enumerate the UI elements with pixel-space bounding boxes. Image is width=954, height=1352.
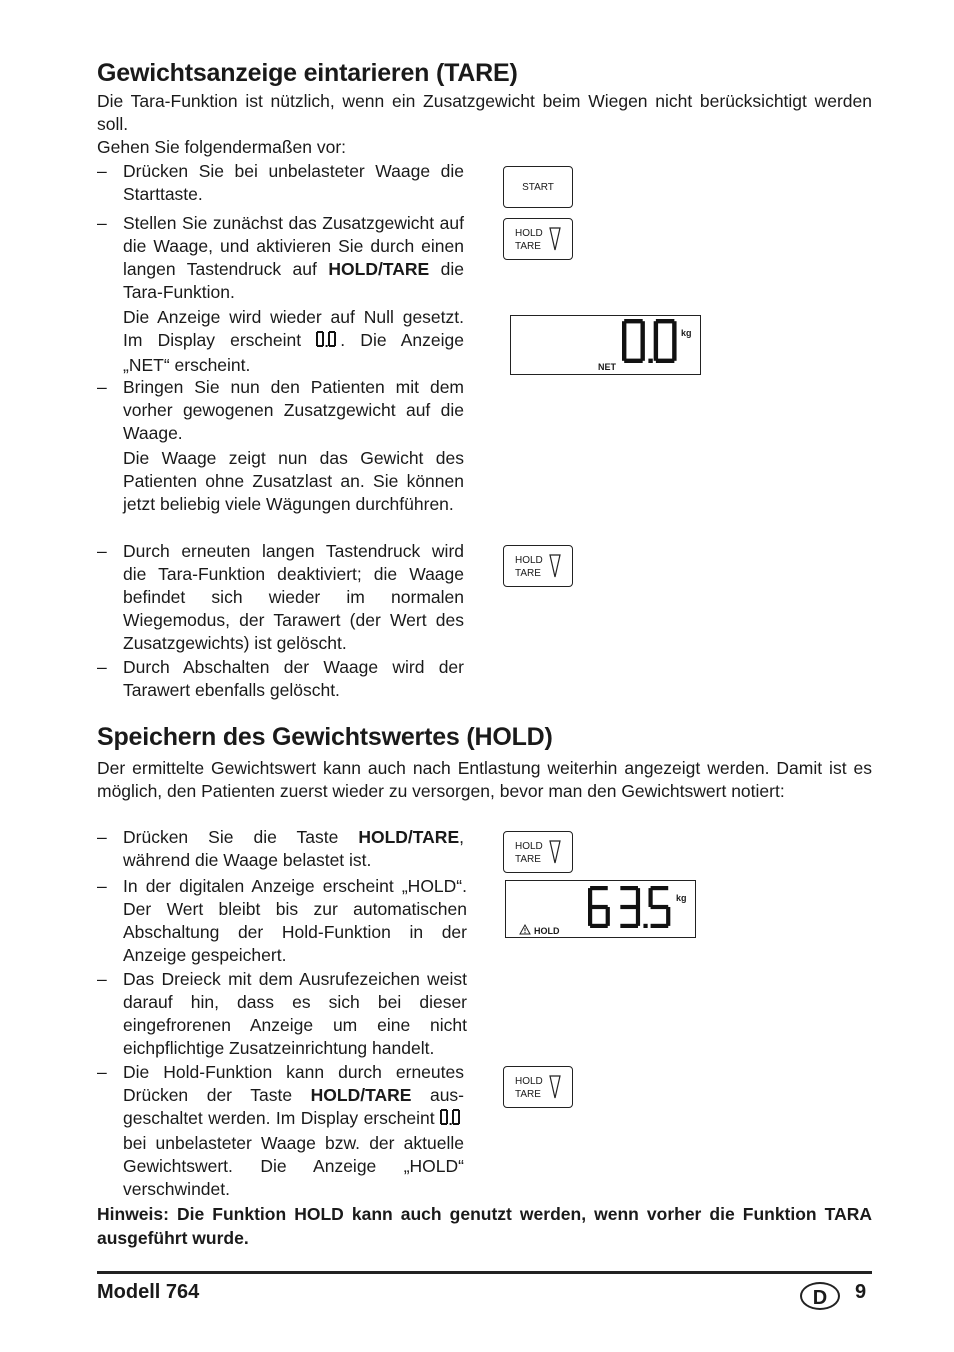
digit-segment (620, 905, 638, 909)
digit-segment (651, 886, 669, 890)
hold-intro: Der ermittelte Gewichtswert kann auch nach Entlastung weiterhin angezeigt werden. Damit ist es möglich, den Patienten zuerst wieder zu versorgen, bevor man den Gewichtswert notiert: (97, 758, 872, 801)
footer-rule (97, 1271, 872, 1274)
digit-segment (654, 321, 658, 341)
list-dash: – (97, 377, 107, 397)
label-line: TARE (515, 568, 541, 579)
digit-segment (624, 359, 642, 363)
label-line: HOLD (515, 841, 543, 852)
list-dash: – (97, 213, 107, 233)
triangle-down-icon (549, 1075, 561, 1099)
tare-step-1-text: Drücken Sie bei unbelasteter Waage die Starttaste. (123, 161, 464, 204)
digit-segment (328, 339, 330, 346)
digit-segment (622, 321, 626, 341)
digit-segment (452, 1110, 454, 1117)
label-line: HOLD (515, 555, 543, 566)
tare-step-1 (97, 160, 464, 206)
hold-step-2-text: In der digitalen Anzeige erscheint „HOLD“. Der Wert bleibt bis zur automatischen Abschaltung der Hold-Funktion in der Anzeige gespeichert. (123, 876, 467, 965)
label-line: HOLD (515, 228, 543, 239)
hold-step-1 (97, 826, 464, 872)
tare-step-2 (97, 212, 464, 377)
decimal-point (326, 345, 328, 347)
digit-segment (446, 1117, 448, 1124)
digit-segment (624, 319, 642, 323)
tare-step-2-text (123, 212, 464, 304)
list-dash: – (97, 969, 107, 989)
digit-segment (656, 319, 674, 323)
text: die Tara-Funktion. (123, 259, 464, 302)
hold-tare-button[interactable] (503, 545, 573, 587)
page-number: 9 (855, 1281, 867, 1303)
display-hold (505, 880, 696, 938)
hold-tare-label (515, 840, 543, 866)
tare-step-4 (97, 540, 464, 655)
digit-segment (458, 1117, 460, 1124)
tare-lead: Gehen Sie folgendermaßen vor: (97, 137, 347, 157)
footer-model: Modell 764 (97, 1281, 200, 1303)
digit-segment (656, 359, 674, 363)
list-dash: – (97, 541, 107, 561)
digit-segment (328, 332, 330, 339)
digit-segment (588, 907, 592, 926)
key-name: HOLD/TARE (328, 259, 430, 279)
text: , während die Waage belastet ist. (123, 827, 464, 870)
digit-segment (458, 1110, 460, 1117)
hold-tare-button[interactable] (503, 831, 573, 873)
hold-step-3 (97, 968, 467, 1060)
text: Drücken Sie die Taste (123, 827, 359, 847)
digit-segment (334, 339, 336, 346)
digit-segment (622, 341, 626, 361)
text: . Die Anzeige „NET“ erscheint. (123, 330, 464, 375)
hold-step-3-text: Das Dreieck mit dem Ausrufezeichen weist darauf hin, dass es sich bei dieser eingefrorenen Anzeige um eine nicht eichpflichtige Zusatzeinrichtung handelt. (123, 969, 467, 1058)
digit-segment (654, 341, 658, 361)
hold-indicator: HOLD (534, 926, 560, 936)
triangle-down-icon (549, 227, 561, 251)
digit-segment (590, 905, 608, 909)
digit-segment (651, 924, 669, 928)
hold-step-2 (97, 875, 467, 967)
digit-segment (440, 1110, 442, 1117)
text: Die Hold-Funktion kann durch erneutes Drücken der Taste (123, 1062, 464, 1105)
hold-tare-label (515, 227, 543, 253)
hold-heading: Speichern des Gewichtswertes (HOLD) (97, 723, 553, 751)
decimal-point (648, 359, 652, 363)
digit-segment (446, 1110, 448, 1117)
hold-tare-button[interactable] (503, 1066, 573, 1108)
list-dash: – (97, 876, 107, 896)
hold-step-4-text (123, 1061, 464, 1201)
tare-step-5-text: Durch Abschalten der Waage wird der Tarawert ebenfalls gelöscht. (123, 657, 464, 700)
display-tare (510, 315, 701, 375)
digit-segment (672, 341, 676, 361)
text: bei unbelasteter Waage bzw. der aktuelle Gewichtswert. Die Anzeige „HOLD“ verschwindet. (123, 1133, 464, 1199)
digit-segment (316, 332, 318, 339)
tare-heading: Gewichtsanzeige eintarieren (TARE) (97, 59, 518, 87)
triangle-down-icon (549, 554, 561, 578)
text: ausgeschaltet werden. Im Display erscheint (123, 1085, 464, 1128)
decimal-point (643, 924, 647, 928)
list-dash: – (97, 657, 107, 677)
list-dash: – (97, 161, 107, 181)
digit-segment (590, 924, 608, 928)
inline-zero-display (316, 331, 340, 354)
language-badge: D (800, 1282, 840, 1310)
digit-segment (590, 886, 608, 890)
digit-segment (322, 339, 324, 346)
digit-segment (440, 1117, 442, 1124)
digit-segment (588, 888, 592, 907)
digit-segment (334, 332, 336, 339)
digit-segment (452, 1117, 454, 1124)
tare-step-4-text: Durch erneuten langen Tastendruck wird die Tara-Funktion deaktiviert; die Waage befindet sich wieder im normalen Wiegemodus, der Tarawert (der Wert des Zusatzgewichts) ist gelöscht. (123, 541, 464, 653)
label-line: HOLD (515, 1076, 543, 1087)
digit-segment (648, 888, 652, 907)
key-name: HOLD/TARE (310, 1085, 412, 1105)
hold-tare-button[interactable] (503, 218, 573, 260)
digit-segment (316, 339, 318, 346)
hint-note: Hinweis: Die Funktion HOLD kann auch genutzt werden, wenn vorher die Funktion TARA ausgeführt wurde. (97, 1204, 872, 1248)
text: Stellen Sie zunächst das Zusatzgewicht auf die Waage, und aktivieren Sie durch einen langen Tastendruck auf (123, 213, 464, 279)
display-value (588, 886, 680, 928)
digit-segment (636, 907, 640, 926)
digit-segment (651, 905, 669, 909)
tare-intro: Die Tara-Funktion ist nützlich, wenn ein Zusatzgewicht beim Wiegen nicht berücksichtigt werden soll. (97, 91, 872, 134)
tare-step-3 (97, 376, 464, 516)
label-line: TARE (515, 854, 541, 865)
hold-tare-label (515, 554, 543, 580)
hold-step-4 (97, 1061, 464, 1201)
digit-segment (620, 886, 638, 890)
label-line: TARE (515, 1089, 541, 1100)
hold-step-1-text (123, 826, 464, 872)
triangle-down-icon (549, 840, 561, 864)
start-button-label: START (522, 182, 554, 193)
tare-step-2-detail (123, 306, 464, 377)
digit-segment (640, 341, 644, 361)
list-dash: – (97, 827, 107, 847)
start-button[interactable] (503, 166, 573, 208)
tare-step-3-detail: Die Waage zeigt nun das Gewicht des Patienten ohne Zusatzlast an. Sie können jetzt beliebig viele Wägungen durchführen. (123, 448, 464, 514)
unit-label: kg (681, 328, 692, 338)
warning-triangle-icon (519, 924, 531, 935)
unit-label: kg (676, 893, 687, 903)
inline-zero-display (440, 1109, 464, 1132)
digit-segment (322, 332, 324, 339)
digit-segment (620, 924, 638, 928)
digit-segment (666, 907, 670, 926)
key-name: HOLD/TARE (358, 827, 460, 847)
text: Die Anzeige wird wieder auf Null gesetzt. Im Display erscheint (123, 307, 464, 350)
list-dash: – (97, 1062, 107, 1082)
display-value (622, 319, 680, 363)
tare-step-3-text: Bringen Sie nun den Patienten mit dem vorher gewogenen Zusatzgewicht auf die Waage. (123, 377, 464, 443)
decimal-point (450, 1123, 452, 1125)
digit-segment (640, 321, 644, 341)
net-indicator: NET (598, 362, 616, 372)
label-line: TARE (515, 241, 541, 252)
digit-segment (636, 888, 640, 907)
hold-tare-label (515, 1075, 543, 1101)
digit-segment (606, 907, 610, 926)
tare-step-5 (97, 656, 464, 702)
digit-segment (672, 321, 676, 341)
